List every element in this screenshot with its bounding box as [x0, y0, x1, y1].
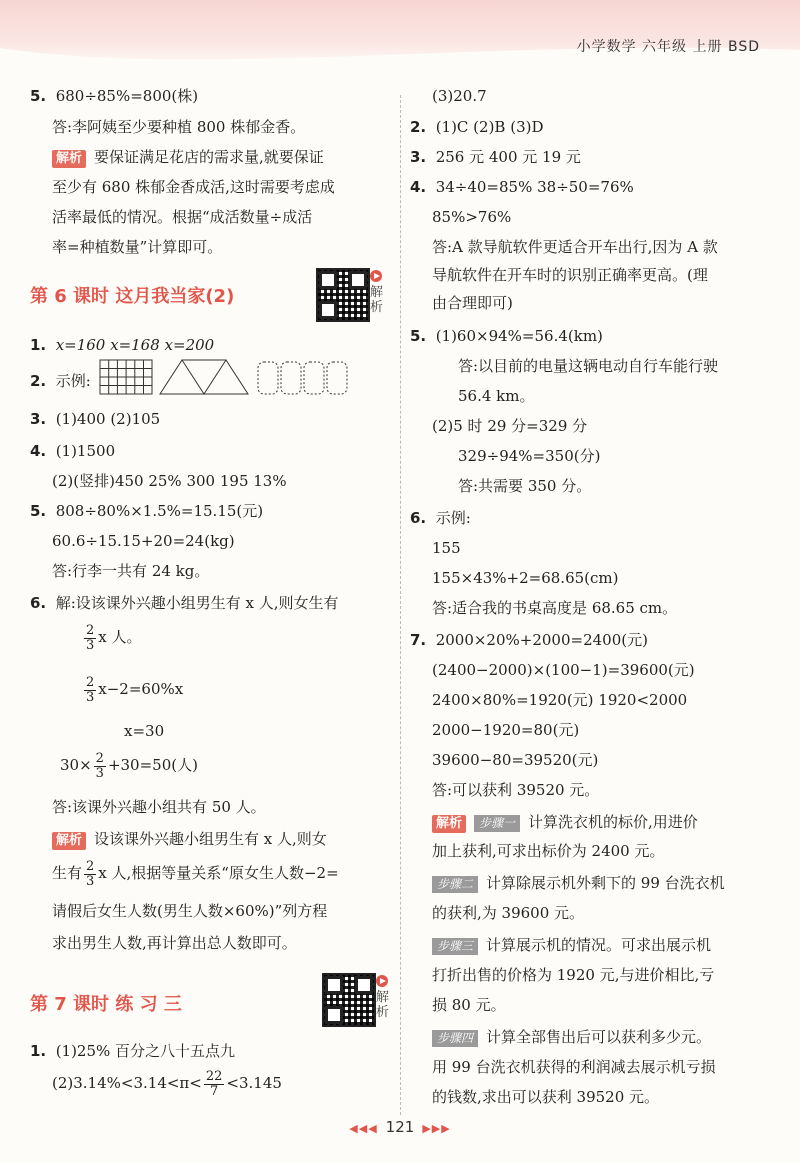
left-arrows-icon: ◀◀◀	[349, 1122, 378, 1135]
lesson-6-title: 第 6 课时 这月我当家(2)	[30, 286, 235, 307]
answer-line: 答:该课外兴趣小组共有 50 人。	[52, 798, 266, 816]
answer-line: x=30	[124, 722, 165, 740]
item-number: 1.	[30, 1042, 47, 1060]
answer-line: (1)1500	[55, 442, 116, 460]
analysis-line: x 人,根据等量关系“原女生人数−2=	[98, 864, 339, 882]
item-number: 2.	[30, 372, 47, 390]
item-number: 5.	[30, 502, 47, 520]
step-tag: 步骤四	[432, 1030, 478, 1047]
analysis-line: 求出男生人数,再计算出总人数即可。	[52, 934, 297, 952]
answer-line: (1)400 (2)105	[55, 410, 161, 428]
analysis-line: 的钱数,求出可以获利 39520 元。	[432, 1088, 660, 1106]
qr-code-icon[interactable]	[322, 973, 376, 1027]
answer-line: (1)25% 百分之八十五点九	[55, 1042, 236, 1060]
lesson-7-title: 第 7 课时 练 习 三	[30, 994, 182, 1015]
answer-line: +30=50(人)	[107, 756, 198, 774]
analysis-line: 计算展示机的情况。可求出展示机	[486, 936, 712, 954]
answer-line: (2)3.14%<3.14<π<	[52, 1074, 202, 1092]
answer-line: <3.145	[226, 1074, 282, 1092]
step-tag: 步骤一	[474, 815, 520, 832]
answer-line: 56.4 km。	[458, 387, 535, 405]
answer-line: 示例:	[55, 372, 91, 390]
qr-code-icon[interactable]	[316, 268, 370, 322]
answer-line: 解:设该课外兴趣小组男生有 x 人,则女生有	[55, 594, 339, 612]
answer-line: 808÷80%×1.5%=15.15(元)	[55, 502, 264, 520]
answer-line: 85%>76%	[432, 208, 512, 226]
example-figures	[98, 356, 363, 398]
answer-line: 155	[432, 539, 461, 557]
item-number: 4.	[30, 442, 47, 460]
analysis-line: 计算全部售出后可以获利多少元。	[486, 1028, 712, 1046]
answer-line: 2000−1920=80(元)	[432, 721, 580, 739]
answer-line: 导航软件在开车时的识别正确率更高。(理	[432, 266, 708, 284]
step-tag: 步骤三	[432, 938, 478, 955]
column-divider	[400, 95, 401, 1115]
answer-line: (1)60×94%=56.4(km)	[435, 327, 603, 345]
fraction: $\frac{2}{3}$	[86, 674, 95, 705]
jiexi-tag: 解析	[52, 832, 86, 850]
answer-line: 由合理即可)	[432, 294, 513, 312]
item-number: 6.	[30, 594, 47, 612]
step-tag: 步骤二	[432, 876, 478, 893]
answer-line: x=160 x=168 x=200	[55, 336, 215, 354]
book-title: 小学数学 六年级 上册 BSD	[576, 39, 760, 55]
answer-line: (2)5 时 29 分=329 分	[432, 417, 588, 435]
analysis-line: 的获利,为 39600 元。	[432, 904, 585, 922]
answer-line: 答:A 款导航软件更适合开车出行,因为 A 款	[432, 238, 718, 256]
page-footer	[0, 1118, 800, 1136]
analysis-line: 计算洗衣机的标价,用进价	[528, 813, 698, 831]
answer-line: 答:共需要 350 分。	[458, 477, 592, 495]
item-number: 5.	[410, 327, 427, 345]
answer-line: 答:以目前的电量这辆电动自行车能行驶	[458, 357, 719, 375]
jiexi-tag: 解析	[52, 150, 86, 168]
fraction: $\frac{2}{3}$	[95, 750, 104, 781]
analysis-line: 请假后女生人数(男生人数×60%)”列方程	[52, 902, 328, 920]
analysis-line: 用 99 台洗衣机获得的利润减去展示机亏损	[432, 1058, 716, 1076]
play-icon[interactable]	[376, 975, 388, 987]
right-arrows-icon: ▶▶▶	[422, 1122, 451, 1135]
answer-line: 答:适合我的书桌高度是 68.65 cm。	[432, 599, 678, 617]
page-number: 121	[385, 1118, 415, 1136]
item-number: 5.	[30, 87, 47, 105]
item-number: 6.	[410, 509, 427, 527]
answer-line: 2400×80%=1920(元) 1920<2000	[432, 691, 688, 709]
answer-line: (2)(竖排)450 25% 300 195 13%	[52, 472, 287, 490]
answer-line: (2400−2000)×(100−1)=39600(元)	[432, 661, 695, 679]
analysis-line: 率=种植数量”计算即可。	[52, 238, 223, 256]
answer-line: x−2=60%x	[98, 680, 184, 698]
answer-line: 2000×20%+2000=2400(元)	[435, 631, 648, 649]
answer-line: 329÷94%=350(分)	[458, 447, 601, 465]
fraction: $\frac{22}{7}$	[205, 1068, 223, 1099]
jiexi-label: 解析	[370, 285, 384, 315]
analysis-line: 打折出售的价格为 1920 元,与进价相比,亏	[432, 966, 715, 984]
answer-line: 30×	[60, 756, 92, 774]
analysis-line: 生有	[52, 864, 83, 882]
item-number: 4.	[410, 178, 427, 196]
play-icon[interactable]	[370, 270, 382, 282]
analysis-line: 至少有 680 株郁金香成活,这时需要考虑成	[52, 178, 335, 196]
answer-line: x 人。	[98, 628, 142, 646]
answer-line: 示例:	[435, 509, 471, 527]
answer-line: (3)20.7	[432, 87, 487, 105]
item-number: 3.	[30, 410, 47, 428]
jiexi-tag: 解析	[432, 815, 466, 833]
answer-line: 答:李阿姨至少要种植 800 株郁金香。	[52, 118, 306, 136]
analysis-line: 计算除展示机外剩下的 99 台洗衣机	[486, 874, 725, 892]
fraction: $\frac{2}{3}$	[86, 858, 95, 889]
answer-line: 答:可以获利 39520 元。	[432, 781, 600, 799]
answer-line: 256 元 400 元 19 元	[435, 148, 581, 166]
item-number: 1.	[30, 336, 47, 354]
item-number: 7.	[410, 631, 427, 649]
answer-line: 60.6÷15.15+20=24(kg)	[52, 532, 235, 550]
answer-line: 34÷40=85% 38÷50=76%	[435, 178, 634, 196]
answer-line: 39600−80=39520(元)	[432, 751, 599, 769]
analysis-line: 要保证满足花店的需求量,就要保证	[94, 148, 324, 166]
page-header	[0, 0, 800, 70]
fraction: $\frac{2}{3}$	[86, 622, 95, 653]
analysis-line: 加上获利,可求出标价为 2400 元。	[432, 842, 665, 860]
analysis-line: 设该课外兴趣小组男生有 x 人,则女	[94, 830, 327, 848]
analysis-line: 活率最低的情况。根据“成活数量÷成活	[52, 208, 313, 226]
jiexi-label: 解析	[376, 990, 390, 1020]
answer-line: 答:行李一共有 24 kg。	[52, 562, 210, 580]
item-number: 3.	[410, 148, 427, 166]
answer-line: 680÷85%=800(株)	[55, 87, 199, 105]
item-number: 2.	[410, 118, 427, 136]
analysis-line: 损 80 元。	[432, 996, 506, 1014]
answer-line: (1)C (2)B (3)D	[435, 118, 544, 136]
answer-line: 155×43%+2=68.65(cm)	[432, 569, 619, 587]
